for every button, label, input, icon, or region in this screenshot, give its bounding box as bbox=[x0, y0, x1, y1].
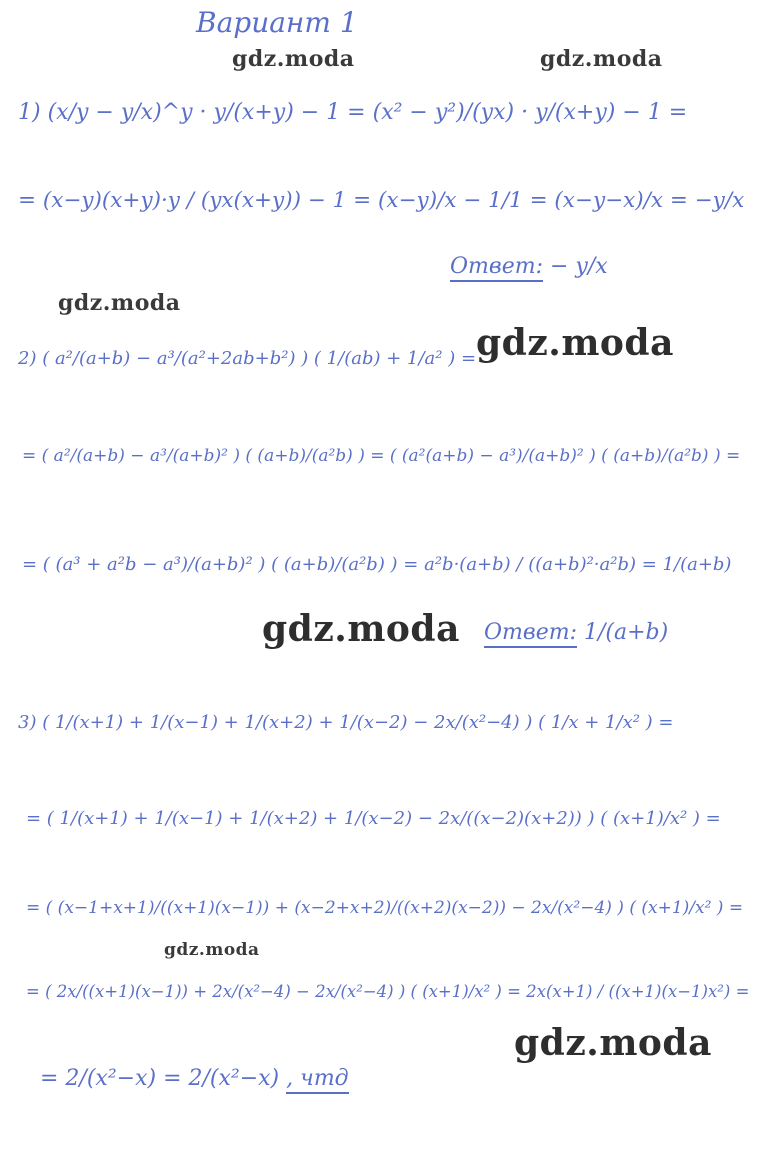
task2-line2: = ( a²/(a+b) − a³/(a+b)² ) ( (a+b)/(a²b) ) = ( (a²(a+b) − a³)/(a+b)² ) ( (a+b)/(a²b) ) = bbox=[22, 446, 741, 466]
task2-line3: = ( (a³ + a²b − a³)/(a+b)² ) ( (a+b)/(a²b) ) = a²b·(a+b) / ((a+b)²·a²b) = 1/(a+b) bbox=[22, 554, 732, 575]
task3-line5 bbox=[40, 1066, 349, 1091]
task1-answer bbox=[450, 254, 608, 279]
watermark: gdz.moda bbox=[232, 46, 355, 72]
answer-value: − y/x bbox=[550, 254, 608, 279]
task3-line4: = ( 2x/((x+1)(x−1)) + 2x/(x²−4) − 2x/(x²−4) ) ( (x+1)/x² ) = 2x(x+1) / ((x+1)(x−1)x²) = bbox=[26, 982, 750, 1001]
task1-line2: = (x−y)(x+y)·y / (yx(x+y)) − 1 = (x−y)/x − 1/1 = (x−y−x)/x = −y/x bbox=[18, 188, 745, 213]
task1-line1: 1) (x/y − y/x)^y · y/(x+y) − 1 = (x² − y²)/(yx) · y/(x+y) − 1 = bbox=[18, 100, 688, 125]
watermark: gdz.moda bbox=[540, 46, 663, 72]
task3-conclusion: , чтд bbox=[286, 1066, 348, 1094]
task3-line2: = ( 1/(x+1) + 1/(x−1) + 1/(x+2) + 1/(x−2) − 2x/((x−2)(x+2)) ) ( (x+1)/x² ) = bbox=[26, 808, 721, 829]
watermark: gdz.moda bbox=[514, 1022, 712, 1064]
watermark: gdz.moda bbox=[58, 290, 181, 316]
task3-line3: = ( (x−1+x+1)/((x+1)(x−1)) + (x−2+x+2)/((x+2)(x−2)) − 2x/(x²−4) ) ( (x+1)/x² ) = bbox=[26, 898, 744, 918]
task2-answer bbox=[484, 620, 668, 645]
task3-line1: 3) ( 1/(x+1) + 1/(x−1) + 1/(x+2) + 1/(x−2) − 2x/(x²−4) ) ( 1/x + 1/x² ) = bbox=[18, 712, 674, 733]
answer-value: 1/(a+b) bbox=[584, 620, 669, 645]
watermark: gdz.moda bbox=[476, 322, 674, 364]
variant-title: Вариант 1 bbox=[196, 6, 358, 39]
task3-result: = 2/(x²−x) = 2/(x²−x) bbox=[40, 1066, 280, 1091]
watermark: gdz.moda bbox=[262, 608, 460, 650]
watermark: gdz.moda bbox=[164, 940, 260, 960]
task2-line1: 2) ( a²/(a+b) − a³/(a²+2ab+b²) ) ( 1/(ab) + 1/a² ) = bbox=[18, 348, 477, 369]
answer-label: Ответ: bbox=[450, 254, 543, 282]
answer-label: Ответ: bbox=[484, 620, 577, 648]
